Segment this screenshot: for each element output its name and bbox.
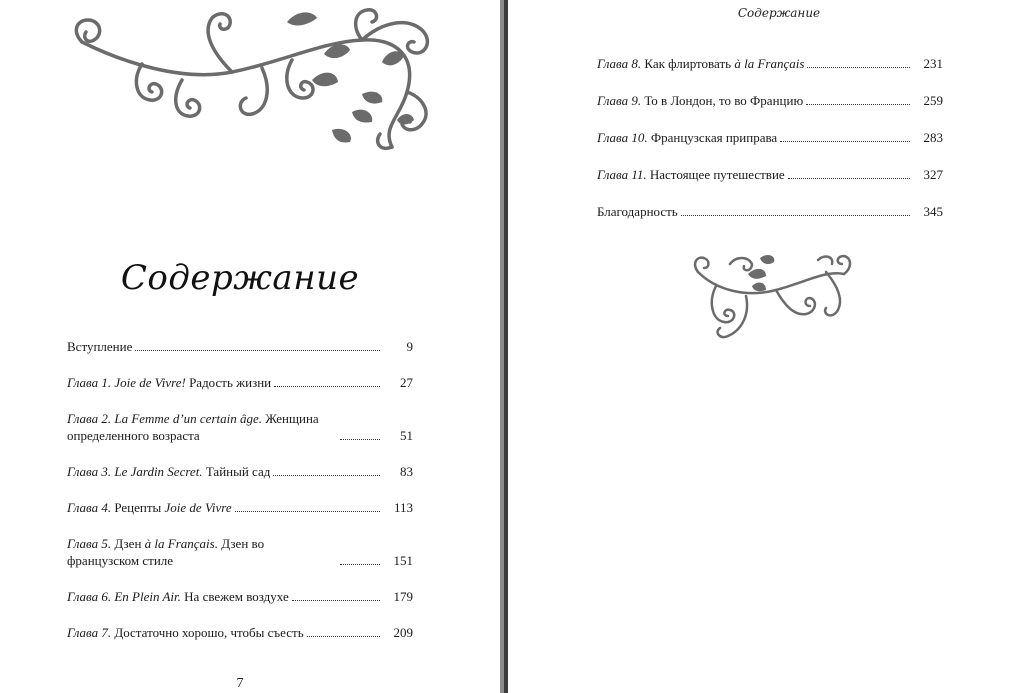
toc-list-right (597, 55, 943, 240)
entry-page-number: 151 (393, 553, 413, 568)
entry-page-number: 259 (923, 93, 943, 108)
entry-text-before: Рецепты (111, 500, 165, 515)
left-page (0, 0, 500, 693)
toc-entry[interactable] (597, 55, 943, 72)
entry-page-number: 231 (923, 56, 943, 71)
entry-text-after: Дзен во французском стиле (67, 536, 265, 568)
entry-foreign-title: à la Français. (144, 536, 218, 551)
dot-leader (807, 66, 910, 68)
entry-text-after: Женщина определенного возраста (67, 411, 319, 443)
chapter-label: Глава 6. (67, 589, 112, 604)
page-number: 7 (236, 676, 244, 691)
entry-foreign-title: Joie de Vivre (164, 500, 232, 515)
dot-leader (135, 349, 380, 351)
toc-entry[interactable] (67, 338, 413, 355)
entry-foreign-title: Le Jardin Secret. (114, 464, 203, 479)
dot-leader (235, 510, 380, 512)
entry-page-number: 51 (400, 428, 413, 443)
entry-page-number: 9 (406, 339, 413, 354)
toc-entry[interactable] (67, 410, 413, 444)
dot-leader (681, 214, 910, 216)
entry-text-before: Французская приправа (647, 130, 778, 145)
entry-text-after: Радость жизни (185, 375, 272, 390)
chapter-label: Глава 7. (67, 625, 112, 640)
toc-entry[interactable] (67, 499, 413, 516)
chapter-label: Глава 3. (67, 464, 112, 479)
dot-leader (340, 438, 380, 440)
entry-page-number: 327 (923, 167, 943, 182)
toc-title: Содержание (120, 258, 360, 298)
chapter-label: Глава 8. (597, 56, 642, 71)
dot-leader (274, 385, 380, 387)
floral-swirl-ornament-small (686, 250, 856, 350)
entry-text-before: Достаточно хорошо, чтобы съесть (111, 625, 304, 640)
entry-text-after: На свежем воздухе (180, 589, 289, 604)
entry-page-number: 179 (393, 589, 413, 604)
entry-text-before: Вступление (67, 339, 133, 354)
entry-page-number: 83 (400, 464, 413, 479)
entry-foreign-title: à la Français (734, 56, 805, 71)
floral-swirl-ornament-large (62, 2, 442, 172)
chapter-label: Глава 2. (67, 411, 112, 426)
entry-text-before: Как флиртовать (641, 56, 735, 71)
chapter-label: Глава 1. (67, 375, 112, 390)
running-head: Содержание (737, 6, 821, 20)
dot-leader (273, 474, 380, 476)
chapter-label: Глава 5. (67, 536, 112, 551)
toc-entry[interactable] (67, 535, 413, 569)
toc-entry[interactable] (597, 92, 943, 109)
dot-leader (307, 635, 380, 637)
entry-text-after: Тайный сад (202, 464, 271, 479)
dot-leader (806, 103, 910, 105)
book-spine (500, 0, 508, 693)
toc-entry[interactable] (67, 463, 413, 480)
toc-entry[interactable] (67, 588, 413, 605)
entry-text-before: Дзен (111, 536, 145, 551)
dot-leader (788, 177, 910, 179)
entry-foreign-title: Joie de Vivre! (114, 375, 186, 390)
entry-page-number: 209 (393, 625, 413, 640)
chapter-label: Глава 4. (67, 500, 112, 515)
entry-foreign-title: La Femme d’un certain âge. (114, 411, 263, 426)
toc-entry[interactable] (597, 129, 943, 146)
dot-leader (292, 599, 380, 601)
chapter-label: Глава 9. (597, 93, 642, 108)
toc-list-left (67, 338, 413, 660)
toc-entry[interactable] (597, 166, 943, 183)
chapter-label: Глава 11. (597, 167, 647, 182)
dot-leader (340, 563, 380, 565)
entry-text-before: То в Лондон, то во Францию (641, 93, 804, 108)
entry-text-before: Благодарность (597, 204, 678, 219)
dot-leader (780, 140, 910, 142)
toc-entry[interactable] (67, 374, 413, 391)
entry-page-number: 113 (393, 500, 413, 515)
chapter-label: Глава 10. (597, 130, 648, 145)
entry-page-number: 345 (923, 204, 943, 219)
toc-entry[interactable] (597, 203, 943, 220)
entry-page-number: 283 (923, 130, 943, 145)
entry-foreign-title: En Plein Air. (114, 589, 181, 604)
entry-page-number: 27 (400, 375, 413, 390)
right-page (508, 0, 1012, 693)
entry-text-before: Настоящее путешествие (646, 167, 785, 182)
toc-entry[interactable] (67, 624, 413, 641)
